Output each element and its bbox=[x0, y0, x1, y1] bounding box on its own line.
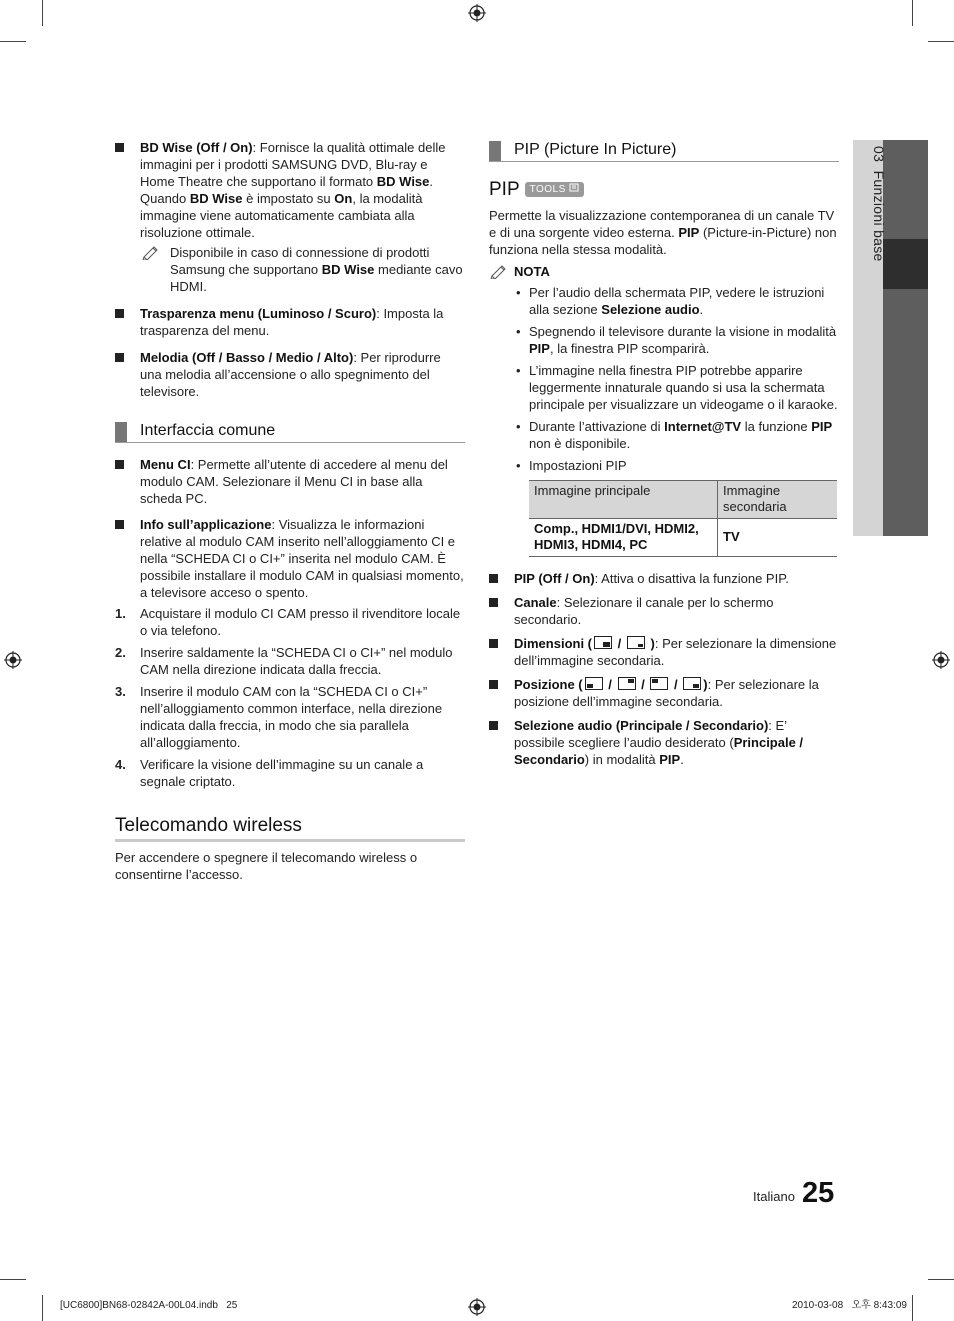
file-info: [UC6800]BN68-02842A-00L04.indb 25 bbox=[60, 1300, 238, 1311]
bullet-square-icon bbox=[489, 574, 498, 583]
registration-mark-icon bbox=[468, 4, 486, 22]
step-item: 1. Acquistare il modulo CI CAM presso il rivenditore locale o via telefono. bbox=[115, 606, 461, 638]
footer-language: Italiano bbox=[753, 1189, 795, 1204]
list-item-bd-wise: BD Wise (Off / On): Fornisce la qualità ottimale delle immagini per i prodotti SAMSUNG DVD, Blu-ray e Home Theatre che supportano il formato BD Wise. Quando BD Wise è impostato su On, la modalità immagine viene automaticamente cambiata alla risoluzione ottimale. Disponibile in caso di connessione di prodotti Samsung che supportano BD Wise mediante cavo HDMI. bbox=[115, 139, 465, 295]
pip-position-bottom-left-icon bbox=[585, 677, 603, 690]
pip-position-bottom-right-icon bbox=[683, 677, 701, 690]
list-item-dimensioni: Dimensioni ( / ): Per selezionare la dimensione dell’immagine secondaria. bbox=[489, 635, 839, 669]
crop-mark bbox=[912, 1295, 913, 1321]
bullet-square-icon bbox=[115, 309, 124, 318]
list-item-melodia: Melodia (Off / Basso / Medio / Alto): Per riprodurre una melodia all’accensione o allo spegnimento del televisore. bbox=[115, 349, 465, 400]
pip-settings-table bbox=[529, 480, 837, 557]
nota-item: • Impostazioni PIP bbox=[516, 458, 627, 473]
nota-item: • Per l’audio della schermata PIP, vedere le istruzioni alla sezione Selezione audio. bbox=[516, 285, 825, 317]
step-item: 2. Inserire saldamente la “SCHEDA CI o CI+” nel modulo CAM nella direzione indicata dalla freccia. bbox=[115, 645, 453, 677]
print-timestamp: 2010-03-08 오후 8:43:09 bbox=[792, 1300, 907, 1311]
step-item: 4. Verificare la visione dell’immagine su un canale a segnale criptato. bbox=[115, 757, 424, 789]
registration-mark-icon bbox=[468, 1298, 486, 1316]
bullet-square-icon bbox=[115, 460, 124, 469]
bullet-square-icon bbox=[115, 520, 124, 529]
steps-list bbox=[115, 605, 465, 790]
tools-badge: TOOLS bbox=[525, 182, 585, 197]
bullet-square-icon bbox=[115, 353, 124, 362]
nota-item: • L’immagine nella finestra PIP potrebbe apparire leggermente innaturale quando si usa la schermata principale per visualizzare un videogame o il karaoke. bbox=[516, 363, 838, 412]
bullet-square-icon bbox=[115, 143, 124, 152]
list-item-trasparenza: Trasparenza menu (Luminoso / Scuro): Imposta la trasparenza del menu. bbox=[115, 305, 465, 339]
list-item-selezione-audio: Selezione audio (Principale / Secondario): E’ possibile scegliere l’audio desiderato (Principale / Secondario) in modalità PIP. bbox=[489, 717, 839, 768]
pip-options-list bbox=[489, 570, 839, 768]
crop-mark bbox=[42, 0, 43, 26]
crop-mark bbox=[928, 41, 954, 42]
list-item-info-applicazione: Info sull’applicazione: Visualizza le informazioni relative al modulo CAM inserito nell’alloggiamento CI e nella “SCHEDA CI o CI+” inserita nel modulo CAM. È possibile installare il modulo CAM in qualsiasi momento, a televisore acceso o spento. bbox=[115, 516, 465, 601]
note-bd-wise: Disponibile in caso di connessione di prodotti Samsung che supportano BD Wise mediante cavo HDMI. bbox=[140, 244, 465, 295]
page-number: 25 bbox=[802, 1177, 835, 1209]
registration-mark-icon bbox=[4, 651, 22, 669]
chapter-side-tab bbox=[853, 140, 928, 536]
registration-mark-icon bbox=[932, 651, 950, 669]
right-column bbox=[489, 139, 839, 775]
chapter-label: 03 Funzioni base bbox=[871, 146, 887, 262]
nota-list bbox=[489, 284, 839, 474]
subheading-pip: PIP (Picture In Picture) bbox=[489, 139, 839, 162]
telecomando-text: Per accendere o spegnere il telecomando wireless o consentirne l’accesso. bbox=[115, 850, 418, 882]
step-item: 3. Inserire il modulo CAM con la “SCHEDA CI o CI+” nell’alloggiamento common interface, nella direzione indicata dalla freccia, in modo che sia parallela all’alloggiamento. bbox=[115, 684, 443, 750]
subheading-interfaccia: Interfaccia comune bbox=[115, 420, 465, 443]
list-item-canale: Canale: Selezionare il canale per lo schermo secondario. bbox=[489, 594, 839, 628]
table-header-row: Immagine principale Immagine secondaria bbox=[529, 481, 837, 519]
pencil-note-icon bbox=[490, 263, 508, 279]
bullet-square-icon bbox=[489, 598, 498, 607]
pip-position-top-left-icon bbox=[650, 677, 668, 690]
table-row: Comp., HDMI1/DVI, HDMI2, HDMI3, HDMI4, PC TV bbox=[529, 519, 837, 557]
crop-mark bbox=[0, 1279, 26, 1280]
crop-mark bbox=[0, 41, 26, 42]
bullet-square-icon bbox=[489, 639, 498, 648]
pencil-note-icon bbox=[142, 244, 160, 260]
nota-label: NOTA bbox=[489, 263, 839, 280]
pip-heading: PIP TOOLS bbox=[489, 178, 839, 202]
bullet-square-icon bbox=[489, 721, 498, 730]
list-item-posizione: Posizione ( / / / ): Per selezionare la posizione dell’immagine secondaria. bbox=[489, 676, 839, 710]
nota-item: • Durante l’attivazione di Internet@TV la funzione PIP non è disponibile. bbox=[516, 419, 833, 451]
nota-item: • Spegnendo il televisore durante la visione in modalità PIP, la finestra PIP scomparirà. bbox=[516, 324, 837, 356]
crop-mark bbox=[42, 1295, 43, 1321]
heading-telecomando: Telecomando wireless bbox=[115, 814, 465, 842]
pip-intro: Permette la visualizzazione contemporanea di un canale TV e di una sorgente video esterna. PIP (Picture-in-Picture) non funziona nella stessa modalità. bbox=[489, 208, 837, 257]
chapter-active-marker bbox=[883, 239, 928, 289]
list-item-pip: PIP (Off / On): Attiva o disattiva la funzione PIP. bbox=[489, 570, 839, 587]
pip-position-top-right-icon bbox=[618, 677, 636, 690]
list-item-menu-ci: Menu CI: Permette all’utente di accedere al menu del modulo CAM. Selezionare il Menu CI in base alla scheda PC. bbox=[115, 456, 465, 507]
pip-size-small-icon bbox=[627, 636, 645, 649]
crop-mark bbox=[928, 1279, 954, 1280]
bullet-square-icon bbox=[489, 680, 498, 689]
pip-size-large-icon bbox=[594, 636, 612, 649]
left-column bbox=[115, 139, 465, 883]
crop-mark bbox=[912, 0, 913, 26]
tools-key-icon bbox=[569, 183, 579, 192]
